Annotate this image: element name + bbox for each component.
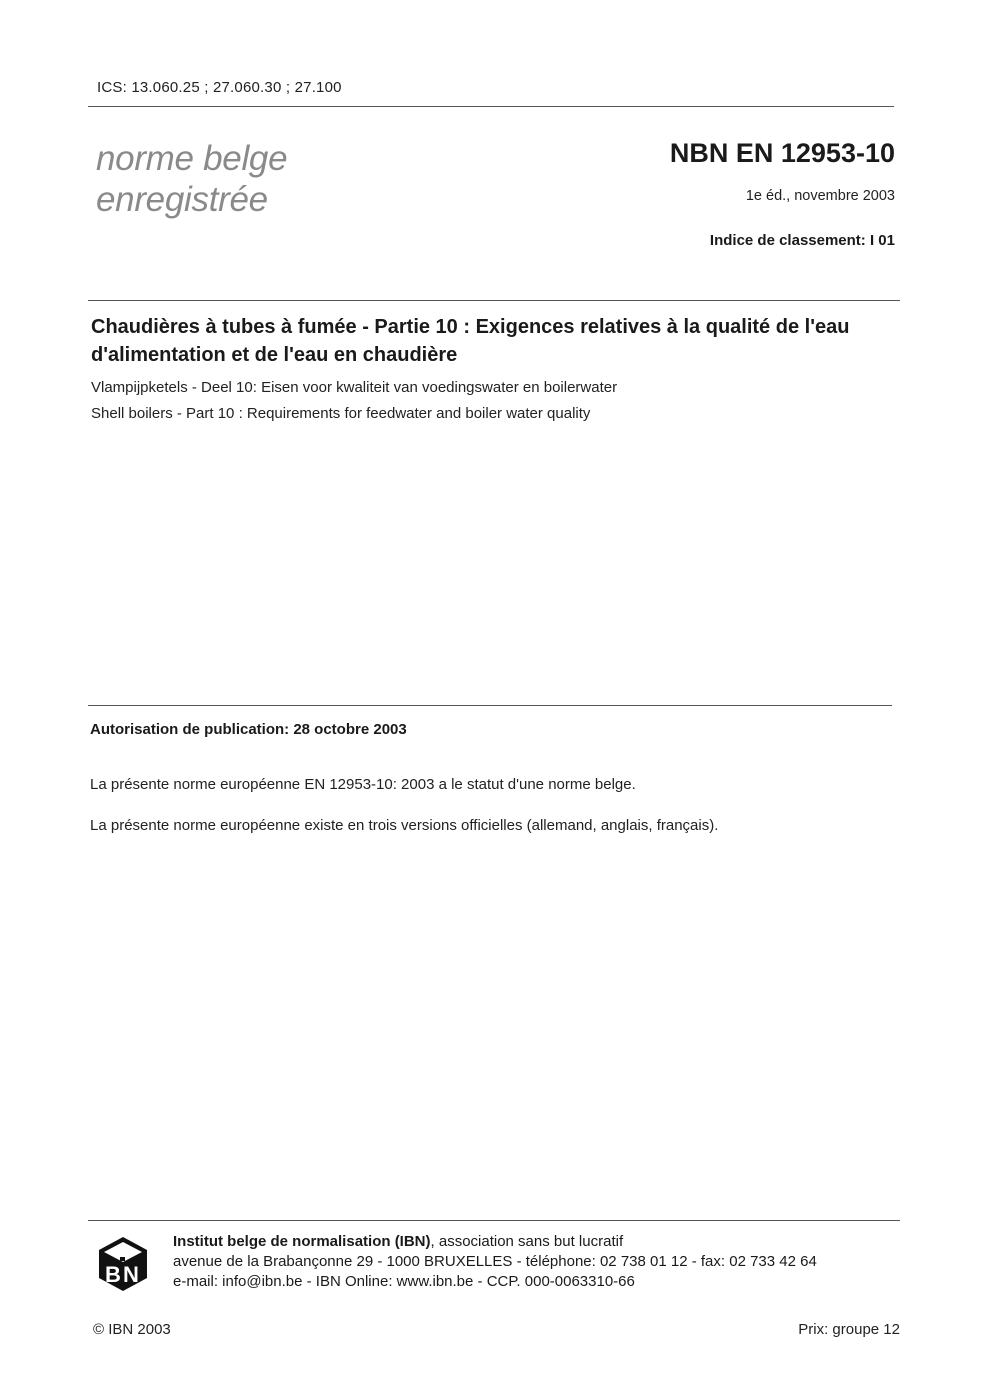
edition-date: 1e éd., novembre 2003 xyxy=(745,188,895,204)
institute-contact: e-mail: info@ibn.be - IBN Online: www.ibn.be - CCP. 000-0063310-66 xyxy=(173,1273,635,1290)
title-dutch: Vlampijpketels - Deel 10: Eisen voor kwaliteit van voedingswater en boilerwater xyxy=(91,379,618,396)
copyright: © IBN 2003 xyxy=(93,1321,171,1338)
brand-line-1: norme belge xyxy=(96,139,288,178)
ics-codes: ICS: 13.060.25 ; 27.060.30 ; 27.100 xyxy=(97,79,342,96)
institute-name-line xyxy=(173,1232,817,1252)
svg-text:B: B xyxy=(105,1262,121,1287)
status-paragraph: La présente norme européenne EN 12953-10: 2003 a le statut d'une norme belge. xyxy=(90,776,636,793)
institute-name: Institut belge de normalisation (IBN) xyxy=(173,1233,431,1250)
publication-authorisation: Autorisation de publication: 28 octobre 2003 xyxy=(90,721,407,738)
brand-line-2: enregistrée xyxy=(96,180,268,219)
institute-info xyxy=(173,1232,817,1292)
footer-divider xyxy=(88,1220,900,1221)
price-group: Prix: groupe 12 xyxy=(798,1321,900,1338)
title-english: Shell boilers - Part 10 : Requirements for feedwater and boiler water quality xyxy=(91,405,591,422)
header-divider xyxy=(88,106,894,107)
standard-number: NBN EN 12953-10 xyxy=(669,138,895,168)
title-divider xyxy=(88,300,900,301)
institute-type: , association sans but lucratif xyxy=(430,1233,624,1250)
ibn-logo-icon xyxy=(97,1235,149,1293)
title-french: Chaudières à tubes à fumée - Partie 10 : Exigences relatives à la qualité de l'eau d'alimentation et de l'eau en chaudière xyxy=(91,316,850,366)
body-divider xyxy=(88,705,892,706)
brand-title xyxy=(96,138,287,220)
classification-index: Indice de classement: I 01 xyxy=(709,232,895,249)
versions-paragraph: La présente norme européenne existe en trois versions officielles (allemand, anglais, français). xyxy=(90,817,719,834)
svg-text:N: N xyxy=(123,1262,139,1287)
institute-address: avenue de la Brabançonne 29 - 1000 BRUXELLES - téléphone: 02 738 01 12 - fax: 02 733 42 64 xyxy=(173,1253,817,1270)
